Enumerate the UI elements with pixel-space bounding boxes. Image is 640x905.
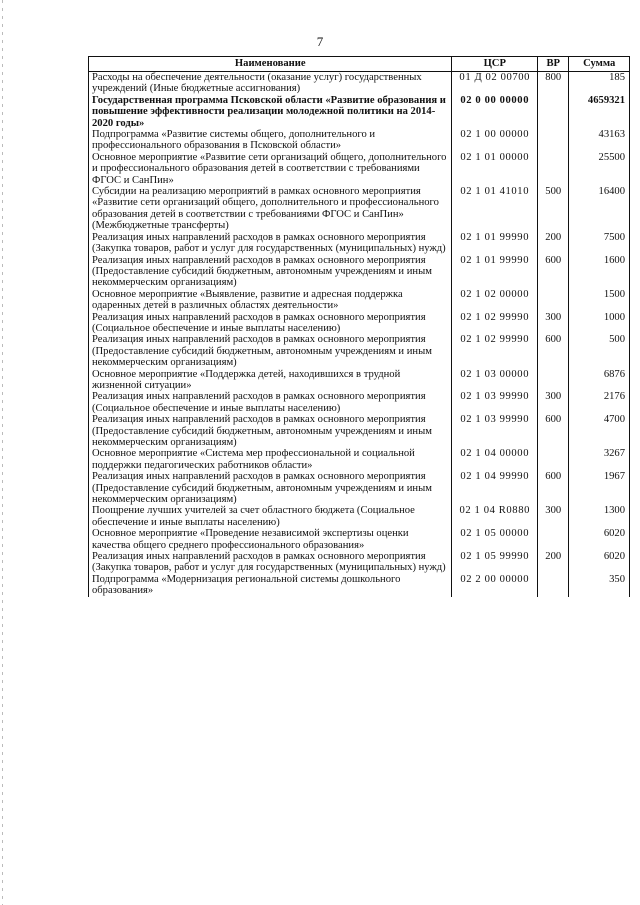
header-vr: ВР [538, 57, 569, 72]
row-sum-cell: 500 [569, 334, 630, 368]
row-name-cell: Основное мероприятие «Проведение независимой экспертизы оценки качества общего среднего профессионального образования» [89, 528, 452, 551]
table-row [89, 528, 630, 551]
row-sum-cell: 1300 [569, 505, 630, 528]
row-name-cell: Государственная программа Псковской области «Развитие образования и повышение эффективности реализации молодежной политики на 2014-2020 годы» [89, 95, 452, 129]
row-name-cell: Реализация иных направлений расходов в рамках основного мероприятия (Социальное обеспечение и иные выплаты населению) [89, 391, 452, 414]
row-csr-cell: 02 1 03 99990 [452, 414, 538, 448]
row-name-cell: Реализация иных направлений расходов в рамках основного мероприятия (Предоставление субсидий бюджетным, автономным учреждениям и иным некоммерческим организациям) [89, 334, 452, 368]
row-vr-cell [538, 129, 569, 152]
table-row [89, 129, 630, 152]
header-name: Наименование [89, 57, 452, 72]
table-row [89, 255, 630, 289]
row-vr-cell: 300 [538, 391, 569, 414]
table-row [89, 232, 630, 255]
row-sum-cell: 1600 [569, 255, 630, 289]
row-name-cell: Реализация иных направлений расходов в рамках основного мероприятия (Предоставление субсидий бюджетным, автономным учреждениям и иным некоммерческим организациям) [89, 414, 452, 448]
row-vr-cell [538, 152, 569, 186]
row-vr-cell [538, 448, 569, 471]
row-sum-cell: 6020 [569, 528, 630, 551]
budget-table [88, 56, 630, 597]
row-sum-cell: 1500 [569, 289, 630, 312]
row-name-cell: Основное мероприятие «Развитие сети организаций общего, дополнительного и профессионального образования детей в соответствии с требованиями ФГОС и СанПин» [89, 152, 452, 186]
table-row [89, 414, 630, 448]
row-sum-cell: 16400 [569, 186, 630, 232]
row-vr-cell: 800 [538, 72, 569, 95]
table-row [89, 471, 630, 505]
row-sum-cell: 3267 [569, 448, 630, 471]
row-sum-cell: 4700 [569, 414, 630, 448]
row-name-cell: Подпрограмма «Модернизация региональной системы дошкольного образования» [89, 574, 452, 597]
row-vr-cell [538, 369, 569, 392]
table-row [89, 369, 630, 392]
row-name-cell: Основное мероприятие «Система мер профессиональной и социальной поддержки педагогических работников области» [89, 448, 452, 471]
row-name-cell: Поощрение лучших учителей за счет областного бюджета (Социальное обеспечение и иные выплаты населению) [89, 505, 452, 528]
row-csr-cell: 02 1 04 R0880 [452, 505, 538, 528]
row-name-cell: Подпрограмма «Развитие системы общего, дополнительного и профессионального образования в Псковской области» [89, 129, 452, 152]
row-name-cell: Реализация иных направлений расходов в рамках основного мероприятия (Закупка товаров, работ и услуг для государственных (муниципальных) нужд) [89, 232, 452, 255]
row-vr-cell: 300 [538, 505, 569, 528]
row-csr-cell: 02 1 01 00000 [452, 152, 538, 186]
row-sum-cell: 2176 [569, 391, 630, 414]
row-sum-cell: 4659321 [569, 95, 630, 129]
row-vr-cell: 200 [538, 232, 569, 255]
row-name-cell: Реализация иных направлений расходов в рамках основного мероприятия (Социальное обеспечение и иные выплаты населению) [89, 312, 452, 335]
row-vr-cell: 600 [538, 255, 569, 289]
header-sum: Сумма [569, 57, 630, 72]
row-csr-cell: 02 1 03 00000 [452, 369, 538, 392]
row-name-cell: Основное мероприятие «Выявление, развитие и адресная поддержка одаренных детей в различных областях деятельности» [89, 289, 452, 312]
row-vr-cell [538, 289, 569, 312]
row-vr-cell [538, 574, 569, 597]
table-row [89, 334, 630, 368]
row-name-cell: Расходы на обеспечение деятельности (оказание услуг) государственных учреждений (Иные бюджетные ассигнования) [89, 72, 452, 95]
row-sum-cell: 25500 [569, 152, 630, 186]
row-csr-cell: 02 1 02 99990 [452, 334, 538, 368]
row-csr-cell: 02 1 01 99990 [452, 255, 538, 289]
table-row [89, 72, 630, 95]
row-name-cell: Реализация иных направлений расходов в рамках основного мероприятия (Предоставление субсидий бюджетным, автономным учреждениям и иным некоммерческим организациям) [89, 471, 452, 505]
table-header [89, 57, 630, 72]
table-row [89, 551, 630, 574]
row-sum-cell: 6876 [569, 369, 630, 392]
row-sum-cell: 1967 [569, 471, 630, 505]
row-name-cell: Реализация иных направлений расходов в рамках основного мероприятия (Закупка товаров, работ и услуг для государственных (муниципальных) нужд) [89, 551, 452, 574]
row-sum-cell: 43163 [569, 129, 630, 152]
row-vr-cell: 600 [538, 334, 569, 368]
row-csr-cell: 02 1 03 99990 [452, 391, 538, 414]
row-vr-cell: 200 [538, 551, 569, 574]
header-csr: ЦСР [452, 57, 538, 72]
row-vr-cell: 500 [538, 186, 569, 232]
row-vr-cell [538, 95, 569, 129]
table-row [89, 186, 630, 232]
row-sum-cell: 6020 [569, 551, 630, 574]
table-row [89, 312, 630, 335]
table-row [89, 289, 630, 312]
row-csr-cell: 02 1 02 00000 [452, 289, 538, 312]
table-row [89, 391, 630, 414]
row-csr-cell: 02 1 00 00000 [452, 129, 538, 152]
row-name-cell: Субсидии на реализацию мероприятий в рамках основного мероприятия «Развитие сети организаций общего, дополнительного и профессионального образования детей в соответствии с требованиями ФГОС и СанПин» (Межбюджетные трансферты) [89, 186, 452, 232]
row-csr-cell: 02 2 00 00000 [452, 574, 538, 597]
table-row [89, 95, 630, 129]
row-csr-cell: 02 1 05 99990 [452, 551, 538, 574]
row-vr-cell [538, 528, 569, 551]
row-sum-cell: 7500 [569, 232, 630, 255]
row-sum-cell: 1000 [569, 312, 630, 335]
table-body [89, 72, 630, 597]
row-csr-cell: 02 1 01 99990 [452, 232, 538, 255]
page-number: 7 [316, 34, 324, 49]
row-csr-cell: 02 0 00 00000 [452, 95, 538, 129]
row-csr-cell: 02 1 04 99990 [452, 471, 538, 505]
row-csr-cell: 02 1 02 99990 [452, 312, 538, 335]
row-vr-cell: 300 [538, 312, 569, 335]
row-sum-cell: 185 [569, 72, 630, 95]
table-row [89, 448, 630, 471]
header-row [89, 57, 630, 72]
row-csr-cell: 02 1 05 00000 [452, 528, 538, 551]
row-sum-cell: 350 [569, 574, 630, 597]
row-name-cell: Реализация иных направлений расходов в рамках основного мероприятия (Предоставление субсидий бюджетным, автономным учреждениям и иным некоммерческим организациям) [89, 255, 452, 289]
row-csr-cell: 02 1 04 00000 [452, 448, 538, 471]
table-row [89, 152, 630, 186]
table-row [89, 574, 630, 597]
row-vr-cell: 600 [538, 414, 569, 448]
row-name-cell: Основное мероприятие «Поддержка детей, находившихся в трудной жизненной ситуации» [89, 369, 452, 392]
row-csr-cell: 01 Д 02 00700 [452, 72, 538, 95]
table-row [89, 505, 630, 528]
row-vr-cell: 600 [538, 471, 569, 505]
row-csr-cell: 02 1 01 41010 [452, 186, 538, 232]
scan-margin-edge [2, 0, 3, 905]
